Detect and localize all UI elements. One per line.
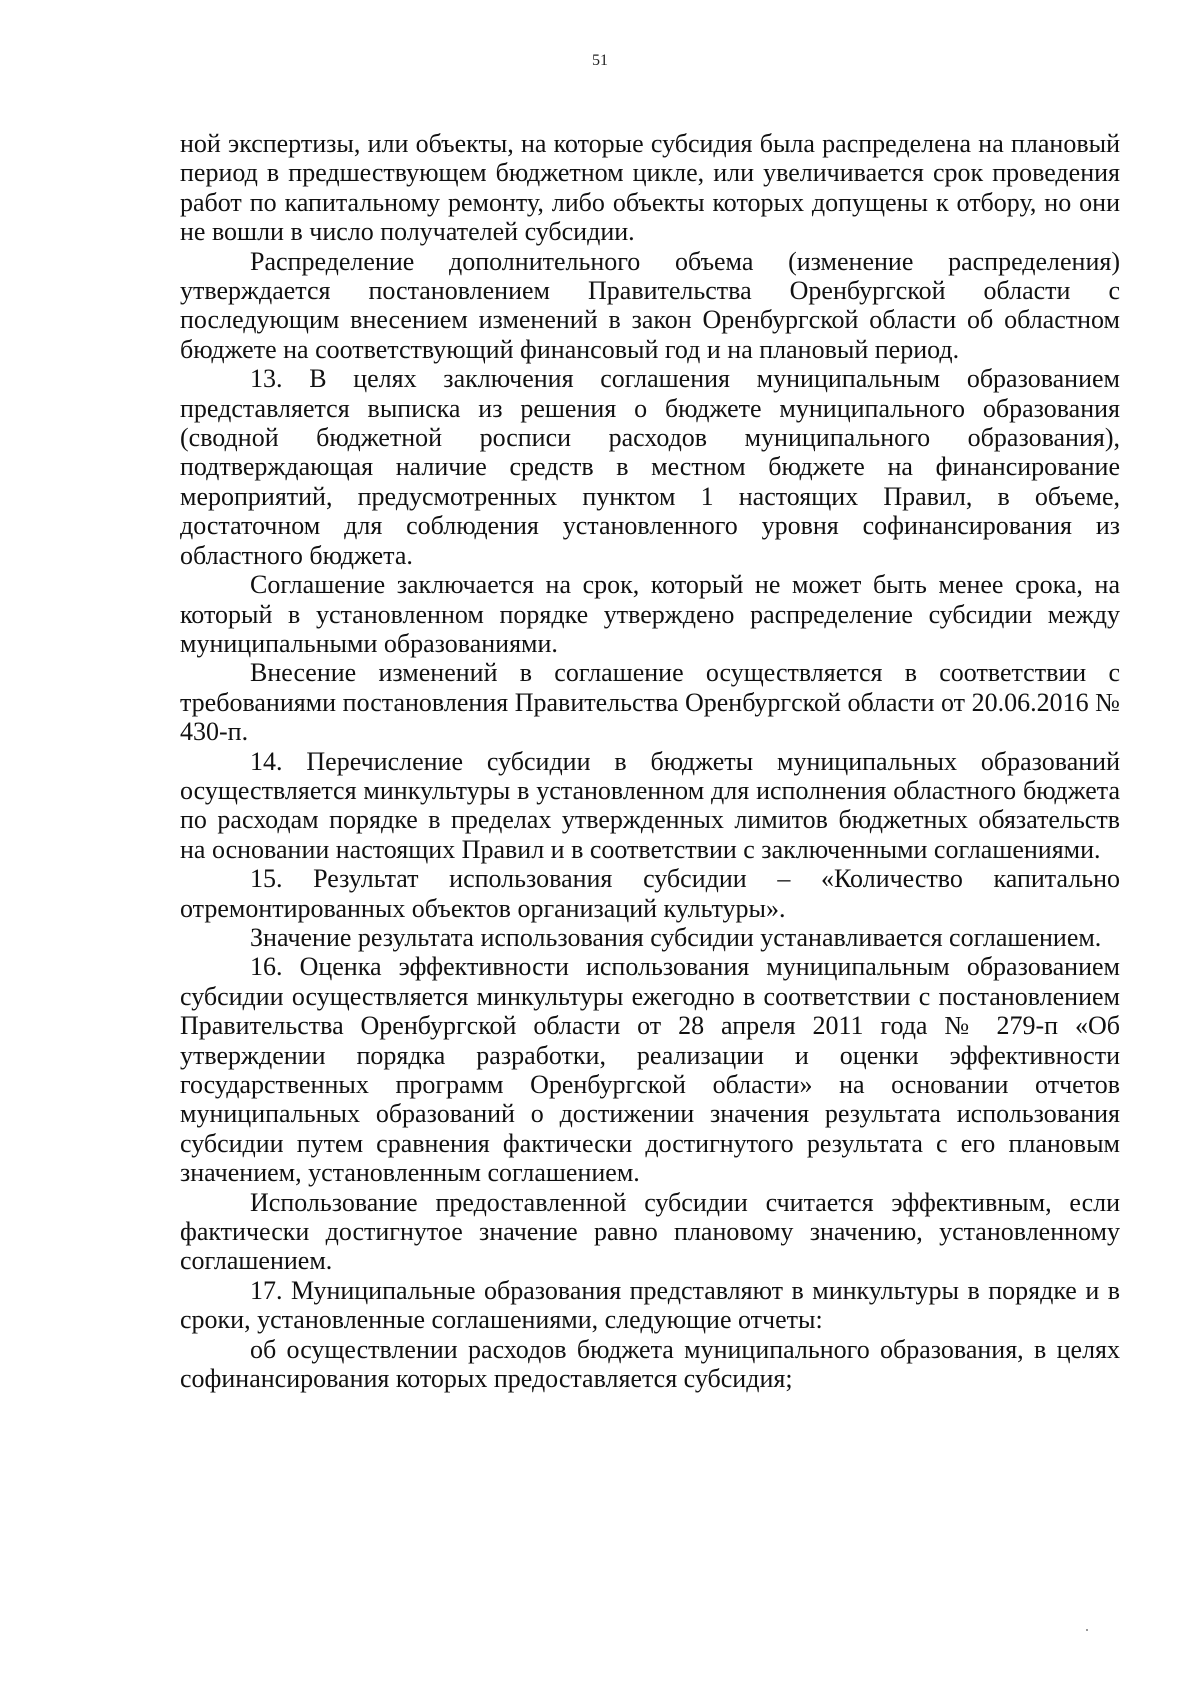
paragraph-item-17: 17. Муниципальные образования представляют в минкультуры в порядке и в сроки, установленные соглашениями, следующие отчеты: bbox=[180, 1275, 1120, 1335]
paragraph-distribution: Распределение дополнительного объема (изменение распределения) утверждается постановлением Правительства Оренбургской области с последующим внесением изменений в закон Оренбургской области об областном бюджете на соответствующий финансовый год и на плановый период. bbox=[180, 246, 1120, 364]
scan-dot bbox=[1086, 1629, 1088, 1631]
paragraph-item-13: 13. В целях заключения соглашения муниципальным образованием представляется выписка из решения о бюджете муниципального образования (сводной бюджетной росписи расходов муниципального образования), подтверждающая наличие средств в местном бюджете на финансирование мероприятий, предусмотренных пунктом 1 настоящих Правил, в объеме, достаточном для соблюдения установленного уровня софинансирования из областного бюджета. bbox=[180, 364, 1120, 570]
paragraph-report-item: об осуществлении расходов бюджета муниципального образования, в целях софинансирования которых предоставляется субсидия; bbox=[180, 1334, 1120, 1394]
paragraph-efficiency: Использование предоставленной субсидии считается эффективным, если фактически достигнутое значение равно плановому значению, установленному соглашением. bbox=[180, 1187, 1120, 1276]
paragraph-agreement-term: Соглашение заключается на срок, который не может быть менее срока, на который в установленном порядке утверждено распределение субсидии между муниципальными образованиями. bbox=[180, 570, 1120, 658]
paragraph-continuation: ной экспертизы, или объекты, на которые субсидия была распределена на плановый период в предшествующем бюджетном цикле, или увеличивается срок проведения работ по капитальному ремонту, либо объекты которых допущены к отбору, но они не вошли в число получателей субсидии. bbox=[180, 129, 1120, 247]
paragraph-item-15: 15. Результат использования субсидии – «Количество капитально отремонтированных объектов организаций культуры». bbox=[180, 864, 1120, 923]
document-body bbox=[180, 129, 1120, 1393]
paragraph-result-value: Значение результата использования субсидии устанавливается соглашением. bbox=[250, 922, 1102, 952]
paragraph-item-16: 16. Оценка эффективности использования муниципальным образованием субсидии осуществляется минкультуры ежегодно в соответствии с постановлением Правительства Оренбургской области от 28 апреля 2011 года № 279-п «Об утверждении порядка разработки, реализации и оценки эффективности государственных программ Оренбургской области» на основании отчетов муниципальных образований о достижении значения результата использования субсидии путем сравнения фактически достигнутого результата с его плановым значением, установленным соглашением. bbox=[180, 952, 1120, 1188]
paragraph-item-14: 14. Перечисление субсидии в бюджеты муниципальных образований осуществляется минкультуры в установленном для исполнения областного бюджета по расходам порядке в пределах утвержденных лимитов бюджетных обязательств на основании настоящих Правил и в соответствии с заключенными соглашениями. bbox=[180, 746, 1120, 864]
paragraph-agreement-changes: Внесение изменений в соглашение осуществляется в соответствии с требованиями постановления Правительства Оренбургской области от 20.06.2016 № 430-п. bbox=[180, 658, 1120, 747]
page-number: 51 bbox=[592, 52, 608, 69]
